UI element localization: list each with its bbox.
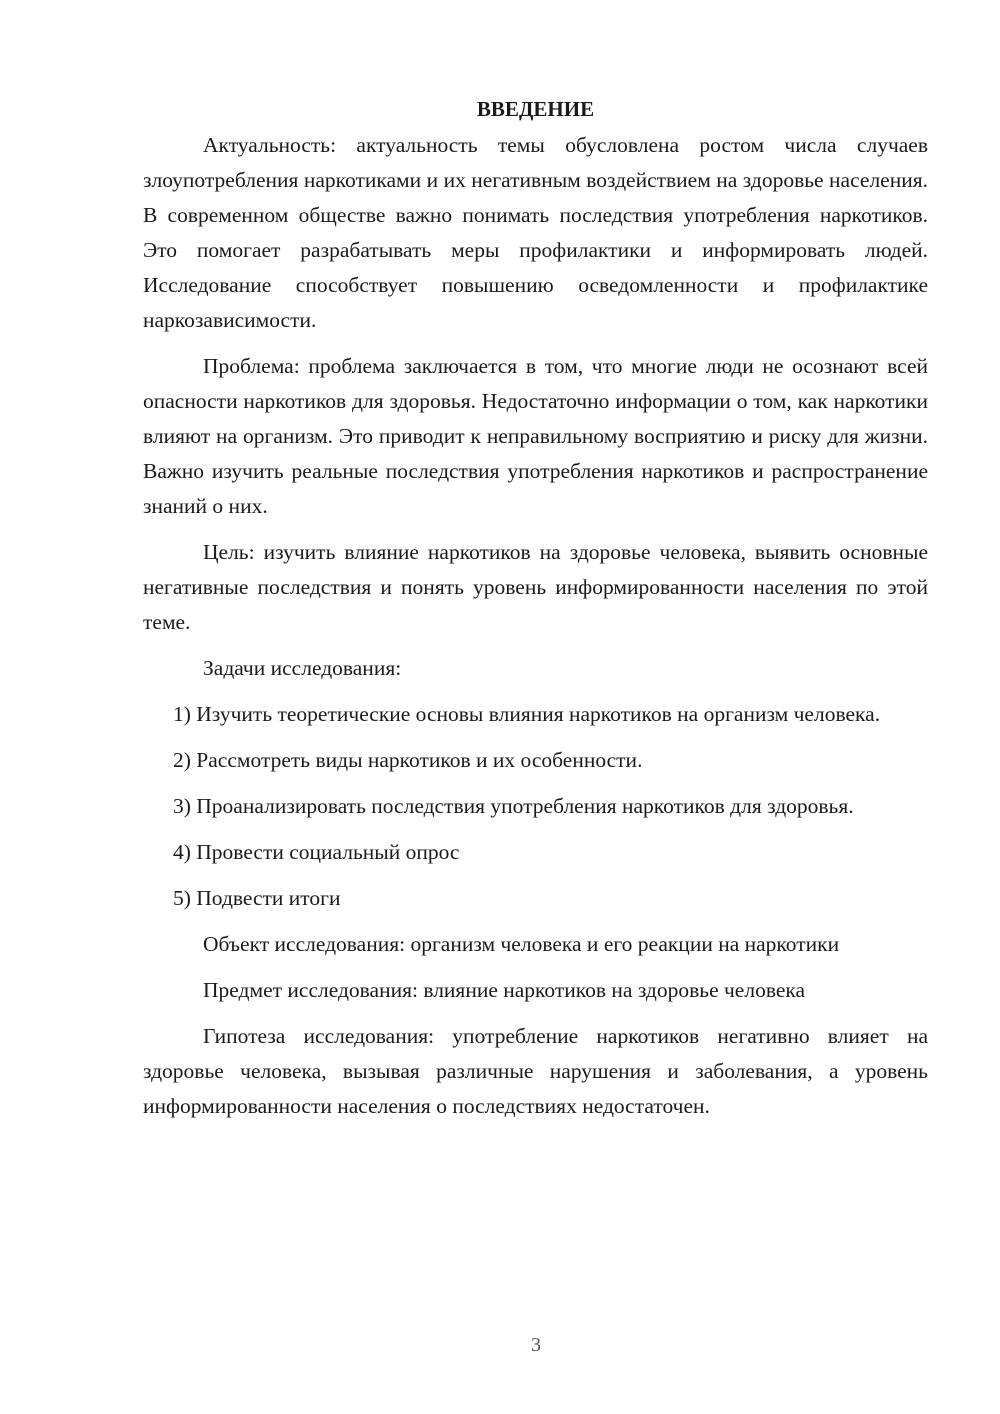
paragraph-problem: Проблема: проблема заключается в том, что многие люди не осознают всей опасности наркотиков для здоровья. Недостаточно информации о том, как наркотики влияют на организм. Это приводит к неправильному восприятию и риску для жизни. Важно изучить реальные последствия употребления наркотиков и распространение знаний о них. <box>143 354 928 518</box>
paragraph-object: Объект исследования: организм человека и его реакции на наркотики <box>203 932 840 956</box>
task-item-4: 4) Провести социальный опрос <box>173 840 460 864</box>
paragraph-tasks-heading: Задачи исследования: <box>203 656 402 680</box>
paragraph-relevance: Актуальность: актуальность темы обусловлена ростом числа случаев злоупотребления наркотиками и их негативным воздействием на здоровье населения. В современном обществе важно понимать последствия употребления наркотиков. Это помогает разрабатывать меры профилактики и информировать людей. Исследование способствует повышению осведомленности и профилактике наркозависимости. <box>143 133 928 332</box>
section-title: ВВЕДЕНИЕ <box>476 97 595 121</box>
paragraph-goal: Цель: изучить влияние наркотиков на здоровье человека, выявить основные негативные последствия и понять уровень информированности населения по этой теме. <box>143 540 928 634</box>
task-item-5: 5) Подвести итоги <box>173 886 341 910</box>
paragraph-hypothesis: Гипотеза исследования: употребление наркотиков негативно влияет на здоровье человека, вызывая различные нарушения и заболевания, а уровень информированности населения о последствиях недостаточен. <box>143 1024 928 1118</box>
task-item-2: 2) Рассмотреть виды наркотиков и их особенности. <box>173 748 643 772</box>
task-item-3: 3) Проанализировать последствия употребления наркотиков для здоровья. <box>173 794 854 818</box>
document-body <box>143 90 928 1124</box>
page-number: 3 <box>531 1334 541 1356</box>
paragraph-subject: Предмет исследования: влияние наркотиков на здоровье человека <box>203 978 806 1002</box>
task-item-1: 1) Изучить теоретические основы влияния наркотиков на организм человека. <box>173 702 881 726</box>
